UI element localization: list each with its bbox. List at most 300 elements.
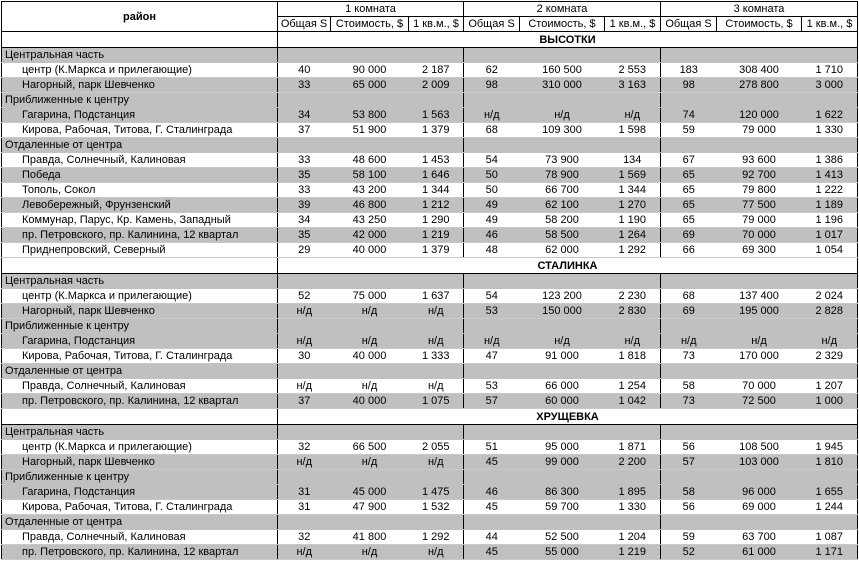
group-header-row: [2, 2, 858, 17]
area-cell: н/д: [278, 379, 331, 394]
category-row-cell: [717, 319, 802, 334]
category-row-cell: [520, 48, 605, 63]
per-sqm-cell: 1 190: [605, 213, 661, 228]
area-cell: 46: [464, 485, 520, 500]
price-cell: 51 900: [331, 123, 409, 138]
price-cell: 109 300: [520, 123, 605, 138]
price-cell: н/д: [520, 108, 605, 123]
per-sqm-cell: 1 075: [409, 394, 464, 409]
category-row-cell: [661, 138, 717, 153]
price-cell: 55 000: [520, 545, 605, 560]
category-row-cell: [605, 470, 661, 485]
price-cell: 170 000: [717, 349, 802, 364]
area-cell: 69: [661, 228, 717, 243]
district-header: район: [2, 2, 278, 32]
per-sqm-cell: 1 655: [802, 485, 858, 500]
price-cell: 58 100: [331, 168, 409, 183]
price-cell: 95 000: [520, 440, 605, 455]
section-title: ВЫСОТКИ: [278, 32, 858, 48]
table-row: [2, 228, 858, 243]
price-cell: н/д: [520, 334, 605, 349]
price-cell: 62 000: [520, 243, 605, 258]
per-sqm-cell: 1 189: [802, 198, 858, 213]
category-row-cell: [278, 319, 331, 334]
price-cell: 77 500: [717, 198, 802, 213]
district-name: центр (К.Маркса и прилегающие): [2, 440, 278, 455]
table-row: [2, 213, 858, 228]
per-sqm-cell: 1 196: [802, 213, 858, 228]
category-row-cell: [464, 138, 520, 153]
table-row: [2, 440, 858, 455]
category-row-cell: [802, 319, 858, 334]
category-row-cell: [278, 515, 331, 530]
price-cell: 93 600: [717, 153, 802, 168]
section-title: ХРУЩЕВКА: [278, 409, 858, 425]
category-row-cell: [717, 48, 802, 63]
area-cell: 34: [278, 108, 331, 123]
category-row-cell: [717, 274, 802, 289]
area-cell: 56: [661, 500, 717, 515]
col-header-per-sqm: 1 кв.м., $: [605, 17, 661, 32]
price-cell: 40 000: [331, 394, 409, 409]
per-sqm-cell: 1 264: [605, 228, 661, 243]
table-row: [2, 108, 858, 123]
category-row-cell: [409, 470, 464, 485]
area-cell: 66: [661, 243, 717, 258]
district-name: Гагарина, Подстанция: [2, 485, 278, 500]
per-sqm-cell: 3 163: [605, 78, 661, 93]
category-row: [2, 425, 858, 440]
district-name: пр. Петровского, пр. Калинина, 12 квартал: [2, 545, 278, 560]
category-label: Центральная часть: [2, 48, 278, 63]
category-row-cell: [409, 515, 464, 530]
per-sqm-cell: 1 330: [802, 123, 858, 138]
area-cell: 44: [464, 530, 520, 545]
per-sqm-cell: 3 000: [802, 78, 858, 93]
price-cell: 41 800: [331, 530, 409, 545]
area-cell: 65: [661, 183, 717, 198]
district-name: Нагорный, парк Шевченко: [2, 304, 278, 319]
district-name: Приднепровский, Северный: [2, 243, 278, 258]
price-cell: 72 500: [717, 394, 802, 409]
category-row-cell: [802, 138, 858, 153]
per-sqm-cell: 1 054: [802, 243, 858, 258]
price-cell: 48 600: [331, 153, 409, 168]
district-name: Победа: [2, 168, 278, 183]
per-sqm-cell: 1 244: [802, 500, 858, 515]
per-sqm-cell: 2 830: [605, 304, 661, 319]
per-sqm-cell: 1 871: [605, 440, 661, 455]
category-row-cell: [661, 364, 717, 379]
section-header-spacer: [2, 32, 278, 48]
per-sqm-cell: 1 000: [802, 394, 858, 409]
category-row-cell: [331, 364, 409, 379]
area-cell: 39: [278, 198, 331, 213]
category-row-cell: [464, 470, 520, 485]
price-cell: 79 000: [717, 213, 802, 228]
table-row: [2, 153, 858, 168]
per-sqm-cell: 1 207: [802, 379, 858, 394]
category-row-cell: [520, 319, 605, 334]
area-cell: 65: [661, 198, 717, 213]
area-cell: 34: [278, 213, 331, 228]
category-row-cell: [409, 48, 464, 63]
district-name: центр (К.Маркса и прилегающие): [2, 289, 278, 304]
area-cell: 53: [464, 379, 520, 394]
category-row-cell: [409, 93, 464, 108]
category-row-cell: [661, 470, 717, 485]
category-row-cell: [802, 93, 858, 108]
category-label: Центральная часть: [2, 274, 278, 289]
area-cell: 37: [278, 123, 331, 138]
area-cell: 57: [661, 455, 717, 470]
per-sqm-cell: 1 569: [605, 168, 661, 183]
category-row-cell: [331, 319, 409, 334]
district-name: пр. Петровского, пр. Калинина, 12 квартал: [2, 228, 278, 243]
category-label: Приближенные к центру: [2, 93, 278, 108]
area-cell: 51: [464, 440, 520, 455]
per-sqm-cell: 1 453: [409, 153, 464, 168]
category-row-cell: [802, 515, 858, 530]
category-row-cell: [717, 93, 802, 108]
area-cell: н/д: [278, 455, 331, 470]
section-title: СТАЛИНКА: [278, 258, 858, 274]
area-cell: 48: [464, 243, 520, 258]
per-sqm-cell: 2 329: [802, 349, 858, 364]
district-name: Кирова, Рабочая, Титова, Г. Сталинграда: [2, 500, 278, 515]
per-sqm-cell: 1 646: [409, 168, 464, 183]
price-cell: 69 300: [717, 243, 802, 258]
category-row-cell: [331, 48, 409, 63]
district-name: пр. Петровского, пр. Калинина, 12 квартал: [2, 394, 278, 409]
per-sqm-cell: 2 200: [605, 455, 661, 470]
per-sqm-cell: 1 222: [802, 183, 858, 198]
area-cell: 29: [278, 243, 331, 258]
category-label: Отдаленные от центра: [2, 515, 278, 530]
district-name: Нагорный, парк Шевченко: [2, 78, 278, 93]
col-header-area: Общая S: [661, 17, 717, 32]
price-cell: 70 000: [717, 228, 802, 243]
per-sqm-cell: 2 009: [409, 78, 464, 93]
price-cell: 96 000: [717, 485, 802, 500]
area-cell: 52: [278, 289, 331, 304]
price-cell: 40 000: [331, 349, 409, 364]
category-row-cell: [464, 93, 520, 108]
table-row: [2, 349, 858, 364]
table-row: [2, 123, 858, 138]
area-cell: 46: [464, 228, 520, 243]
price-cell: 58 500: [520, 228, 605, 243]
category-row-cell: [661, 48, 717, 63]
price-cell: 120 000: [717, 108, 802, 123]
group-header-3-room: 3 комната: [661, 2, 858, 17]
per-sqm-cell: 1 344: [409, 183, 464, 198]
price-cell: 45 000: [331, 485, 409, 500]
price-cell: н/д: [331, 545, 409, 560]
area-cell: 50: [464, 183, 520, 198]
category-row-cell: [605, 93, 661, 108]
area-cell: н/д: [661, 334, 717, 349]
price-table: [1, 1, 858, 560]
price-cell: 61 000: [717, 545, 802, 560]
section-header-row: [2, 32, 858, 48]
area-cell: 183: [661, 63, 717, 78]
category-row-cell: [605, 319, 661, 334]
category-row-cell: [409, 138, 464, 153]
price-cell: 66 700: [520, 183, 605, 198]
category-row-cell: [409, 319, 464, 334]
category-row-cell: [520, 515, 605, 530]
area-cell: 65: [661, 168, 717, 183]
per-sqm-cell: 1 637: [409, 289, 464, 304]
price-cell: 75 000: [331, 289, 409, 304]
per-sqm-cell: 1 254: [605, 379, 661, 394]
area-cell: 35: [278, 168, 331, 183]
category-row-cell: [802, 470, 858, 485]
area-cell: 59: [661, 530, 717, 545]
price-cell: 278 800: [717, 78, 802, 93]
price-cell: 70 000: [717, 379, 802, 394]
table-row: [2, 289, 858, 304]
category-row-cell: [278, 93, 331, 108]
category-row-cell: [605, 274, 661, 289]
category-row-cell: [605, 138, 661, 153]
category-label: Центральная часть: [2, 425, 278, 440]
per-sqm-cell: 1 379: [409, 243, 464, 258]
per-sqm-cell: 1 290: [409, 213, 464, 228]
category-row-cell: [520, 425, 605, 440]
section-header-row: [2, 409, 858, 425]
category-row-cell: [605, 515, 661, 530]
category-row: [2, 138, 858, 153]
per-sqm-cell: 134: [605, 153, 661, 168]
category-row-cell: [464, 274, 520, 289]
price-cell: 86 300: [520, 485, 605, 500]
category-row-cell: [717, 138, 802, 153]
price-cell: 47 900: [331, 500, 409, 515]
per-sqm-cell: 1 270: [605, 198, 661, 213]
per-sqm-cell: 1 598: [605, 123, 661, 138]
category-row-cell: [278, 364, 331, 379]
price-cell: 90 000: [331, 63, 409, 78]
category-row-cell: [661, 515, 717, 530]
category-row-cell: [661, 274, 717, 289]
per-sqm-cell: н/д: [409, 455, 464, 470]
area-cell: 30: [278, 349, 331, 364]
col-header-per-sqm: 1 кв.м., $: [802, 17, 858, 32]
table-row: [2, 183, 858, 198]
per-sqm-cell: н/д: [409, 379, 464, 394]
category-row-cell: [661, 425, 717, 440]
district-name: Коммунар, Парус, Кр. Камень, Западный: [2, 213, 278, 228]
section-header-spacer: [2, 409, 278, 425]
per-sqm-cell: 1 171: [802, 545, 858, 560]
table-row: [2, 530, 858, 545]
category-row: [2, 48, 858, 63]
price-cell: 79 000: [717, 123, 802, 138]
category-row-cell: [331, 93, 409, 108]
category-row-cell: [717, 364, 802, 379]
price-cell: 103 000: [717, 455, 802, 470]
category-row-cell: [278, 48, 331, 63]
category-row-cell: [409, 425, 464, 440]
area-cell: н/д: [278, 334, 331, 349]
price-cell: 195 000: [717, 304, 802, 319]
category-row-cell: [331, 515, 409, 530]
per-sqm-cell: н/д: [409, 545, 464, 560]
area-cell: н/д: [278, 545, 331, 560]
area-cell: 69: [661, 304, 717, 319]
price-cell: 69 000: [717, 500, 802, 515]
per-sqm-cell: 1 292: [409, 530, 464, 545]
col-header-area: Общая S: [278, 17, 331, 32]
price-table-body: [2, 2, 858, 560]
category-row: [2, 319, 858, 334]
per-sqm-cell: 1 204: [605, 530, 661, 545]
category-row-cell: [802, 425, 858, 440]
category-row-cell: [278, 425, 331, 440]
price-cell: 150 000: [520, 304, 605, 319]
per-sqm-cell: 2 024: [802, 289, 858, 304]
table-row: [2, 485, 858, 500]
table-row: [2, 304, 858, 319]
area-cell: 47: [464, 349, 520, 364]
category-row-cell: [464, 364, 520, 379]
category-row-cell: [802, 274, 858, 289]
per-sqm-cell: 1 810: [802, 455, 858, 470]
price-cell: 310 000: [520, 78, 605, 93]
table-row: [2, 334, 858, 349]
area-cell: 68: [661, 289, 717, 304]
area-cell: 31: [278, 485, 331, 500]
price-cell: 43 200: [331, 183, 409, 198]
district-name: Тополь, Сокол: [2, 183, 278, 198]
price-cell: 79 800: [717, 183, 802, 198]
per-sqm-cell: 1 333: [409, 349, 464, 364]
category-row-cell: [331, 274, 409, 289]
price-cell: 62 100: [520, 198, 605, 213]
price-cell: 92 700: [717, 168, 802, 183]
area-cell: 56: [661, 440, 717, 455]
category-row-cell: [464, 425, 520, 440]
area-cell: 98: [661, 78, 717, 93]
area-cell: 33: [278, 78, 331, 93]
col-header-area: Общая S: [464, 17, 520, 32]
per-sqm-cell: н/д: [605, 108, 661, 123]
price-cell: 66 500: [331, 440, 409, 455]
col-header-price: Стоимость, $: [717, 17, 802, 32]
per-sqm-cell: 2 828: [802, 304, 858, 319]
price-cell: 60 000: [520, 394, 605, 409]
price-cell: н/д: [331, 304, 409, 319]
col-header-per-sqm: 1 кв.м., $: [409, 17, 464, 32]
per-sqm-cell: 1 413: [802, 168, 858, 183]
category-row-cell: [520, 138, 605, 153]
area-cell: 35: [278, 228, 331, 243]
price-cell: 52 500: [520, 530, 605, 545]
table-row: [2, 243, 858, 258]
category-row-cell: [520, 274, 605, 289]
area-cell: н/д: [464, 334, 520, 349]
price-cell: 42 000: [331, 228, 409, 243]
category-label: Приближенные к центру: [2, 319, 278, 334]
per-sqm-cell: 1 330: [605, 500, 661, 515]
table-row: [2, 394, 858, 409]
per-sqm-cell: 1 212: [409, 198, 464, 213]
per-sqm-cell: 1 042: [605, 394, 661, 409]
per-sqm-cell: 1 292: [605, 243, 661, 258]
section-header-row: [2, 258, 858, 274]
area-cell: 74: [661, 108, 717, 123]
price-cell: н/д: [331, 379, 409, 394]
area-cell: 40: [278, 63, 331, 78]
area-cell: 50: [464, 168, 520, 183]
category-row-cell: [278, 274, 331, 289]
per-sqm-cell: 1 818: [605, 349, 661, 364]
district-name: Нагорный, парк Шевченко: [2, 455, 278, 470]
per-sqm-cell: н/д: [605, 334, 661, 349]
per-sqm-cell: 1 379: [409, 123, 464, 138]
area-cell: 62: [464, 63, 520, 78]
price-cell: 99 000: [520, 455, 605, 470]
per-sqm-cell: 2 553: [605, 63, 661, 78]
per-sqm-cell: 1 532: [409, 500, 464, 515]
district-name: Гагарина, Подстанция: [2, 334, 278, 349]
category-row-cell: [464, 515, 520, 530]
table-row: [2, 168, 858, 183]
price-cell: 53 800: [331, 108, 409, 123]
category-row-cell: [520, 93, 605, 108]
col-header-price: Стоимость, $: [331, 17, 409, 32]
area-cell: 33: [278, 153, 331, 168]
per-sqm-cell: 1 895: [605, 485, 661, 500]
category-row-cell: [331, 138, 409, 153]
price-cell: 308 400: [717, 63, 802, 78]
area-cell: 59: [661, 123, 717, 138]
area-cell: 54: [464, 289, 520, 304]
price-cell: 46 800: [331, 198, 409, 213]
price-cell: 123 200: [520, 289, 605, 304]
category-row-cell: [464, 319, 520, 334]
category-row-cell: [278, 470, 331, 485]
table-row: [2, 455, 858, 470]
price-cell: н/д: [331, 455, 409, 470]
area-cell: 32: [278, 440, 331, 455]
category-row-cell: [520, 470, 605, 485]
section-header-spacer: [2, 258, 278, 274]
district-name: Гагарина, Подстанция: [2, 108, 278, 123]
district-name: Кирова, Рабочая, Титова, Г. Сталинграда: [2, 349, 278, 364]
price-cell: 66 000: [520, 379, 605, 394]
per-sqm-cell: 1 219: [605, 545, 661, 560]
area-cell: 45: [464, 455, 520, 470]
area-cell: 52: [661, 545, 717, 560]
district-name: Правда, Солнечный, Калиновая: [2, 153, 278, 168]
price-cell: 43 250: [331, 213, 409, 228]
price-cell: 108 500: [717, 440, 802, 455]
area-cell: 49: [464, 198, 520, 213]
category-row-cell: [661, 93, 717, 108]
price-cell: н/д: [331, 334, 409, 349]
district-name: Правда, Солнечный, Калиновая: [2, 530, 278, 545]
price-cell: 65 000: [331, 78, 409, 93]
area-cell: 68: [464, 123, 520, 138]
category-row-cell: [520, 364, 605, 379]
category-row-cell: [605, 48, 661, 63]
category-row-cell: [717, 425, 802, 440]
price-cell: 73 900: [520, 153, 605, 168]
per-sqm-cell: 1 563: [409, 108, 464, 123]
